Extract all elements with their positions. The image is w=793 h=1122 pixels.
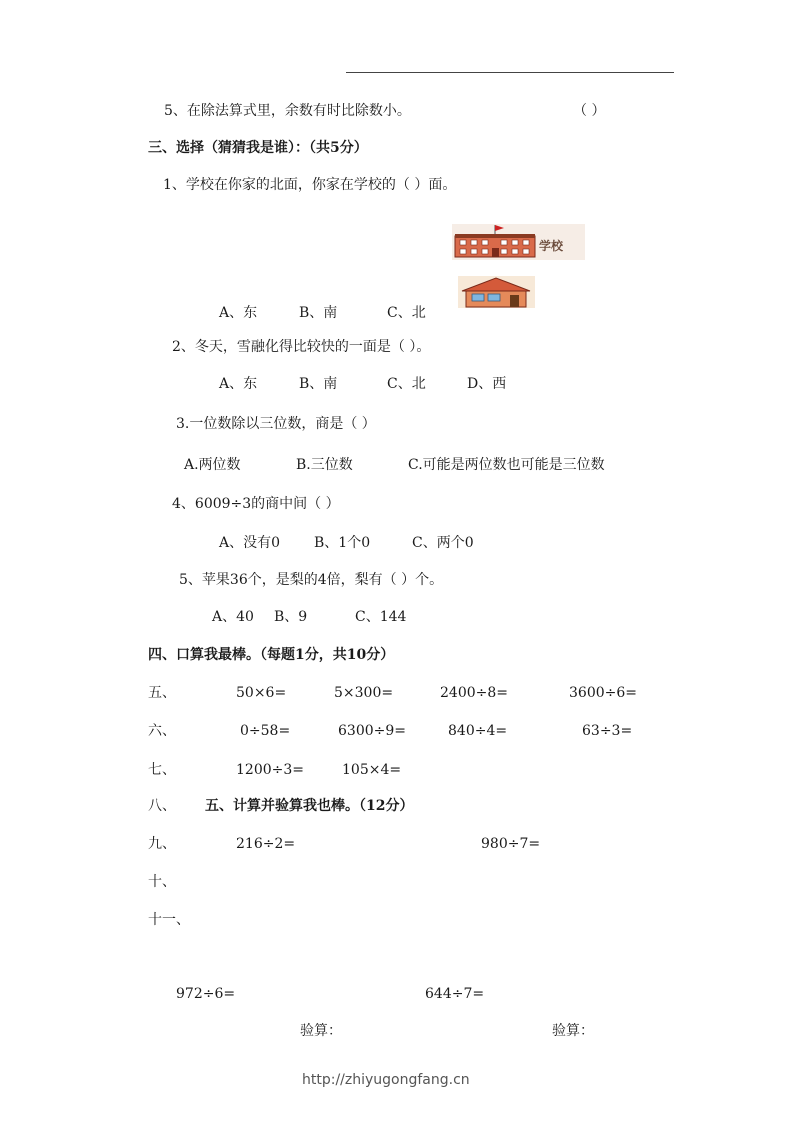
choice-q3-option-c[interactable]: C.可能是两位数也可能是三位数 — [408, 457, 605, 473]
calc-item: 0÷58= — [240, 723, 291, 739]
judge-q5-text: 5、在除法算式里，余数有时比除数小。 — [164, 103, 411, 119]
choice-q1-option-c[interactable]: C、北 — [387, 305, 426, 321]
choice-q2-option-d[interactable]: D、西 — [467, 376, 507, 392]
section4-title: 四、口算我最棒。（每题1分，共10分） — [148, 647, 395, 663]
calc-item: 1200÷3= — [236, 762, 304, 778]
calc-item: 3600÷6= — [569, 685, 637, 701]
section5-row-label: 十、 — [148, 874, 176, 890]
choice-q2-option-b[interactable]: B、南 — [299, 376, 338, 392]
section5-row-label: 九、 — [148, 836, 176, 852]
calc-row-label: 七、 — [148, 762, 176, 778]
calc-item: 50×6= — [236, 685, 287, 701]
calc-row-label: 五、 — [148, 685, 176, 701]
calc-item: 840÷4= — [448, 723, 508, 739]
calc-row-label: 六、 — [148, 723, 176, 739]
choice-q1-option-a[interactable]: A、东 — [219, 305, 258, 321]
choice-q2-text: 2、冬天，雪融化得比较快的一面是（ ）。 — [172, 339, 431, 355]
choice-q5-option-a[interactable]: A、40 — [212, 609, 254, 625]
choice-q2-option-c[interactable]: C、北 — [387, 376, 426, 392]
judge-q5-answer-paren[interactable]: （ ） — [573, 103, 606, 119]
section3-title: 三、选择（猜猜我是谁）：（共5分） — [148, 140, 368, 156]
choice-q4-option-c[interactable]: C、两个0 — [412, 535, 474, 551]
check-label: 验算： — [552, 1023, 594, 1039]
calc-item: 63÷3= — [582, 723, 633, 739]
choice-q4-option-b[interactable]: B、1个0 — [314, 535, 371, 551]
section5-row-label: 八、 — [148, 798, 176, 814]
section5-row-label: 十一、 — [148, 912, 190, 928]
section5-title: 五、计算并验算我也棒。（12分） — [205, 798, 414, 814]
footer-url-link[interactable]: http://zhiyugongfang.cn — [302, 1072, 470, 1088]
choice-q3-text: 3.一位数除以三位数，商是（ ） — [176, 416, 376, 432]
calc-item: 6300÷9= — [338, 723, 406, 739]
calc-item: 105×4= — [342, 762, 402, 778]
choice-q4-option-a[interactable]: A、没有0 — [219, 535, 281, 551]
division-problem: 980÷7= — [481, 836, 541, 852]
choice-q3-option-a[interactable]: A.两位数 — [184, 457, 241, 473]
choice-q1-option-b[interactable]: B、南 — [299, 305, 338, 321]
choice-q5-option-b[interactable]: B、9 — [274, 609, 308, 625]
check-label: 验算： — [300, 1023, 342, 1039]
choice-q1-text: 1、学校在你家的北面，你家在学校的（ ）面。 — [163, 177, 457, 193]
choice-q5-text: 5、苹果36个，是梨的4倍，梨有（ ）个。 — [179, 572, 444, 588]
choice-q2-option-a[interactable]: A、东 — [219, 376, 258, 392]
division-problem: 216÷2= — [236, 836, 296, 852]
calc-item: 2400÷8= — [440, 685, 508, 701]
choice-q3-option-b[interactable]: B.三位数 — [296, 457, 353, 473]
division-problem: 972÷6= — [176, 986, 236, 1002]
school-building-icon — [452, 224, 585, 260]
division-problem: 644÷7= — [425, 986, 485, 1002]
choice-q5-option-c[interactable]: C、144 — [355, 609, 407, 625]
calc-item: 5×300= — [334, 685, 394, 701]
school-sign-label: 学校 — [539, 239, 564, 253]
house-icon — [458, 276, 535, 308]
choice-q4-text: 4、6009÷3的商中间（ ） — [172, 496, 340, 512]
top-divider-line — [346, 72, 674, 73]
